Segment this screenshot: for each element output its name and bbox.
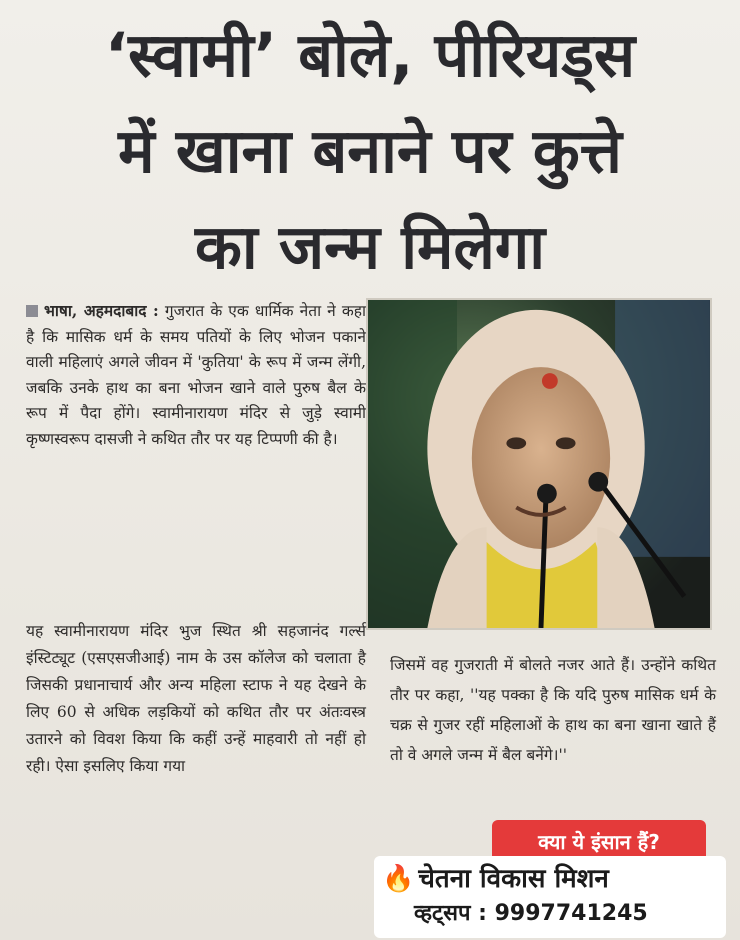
- dateline: भाषा, अहमदाबाद :: [44, 301, 159, 320]
- speaker-photo: [366, 298, 712, 630]
- mission-text: चेतना विकास मिशन: [418, 864, 609, 894]
- headline: [14, 8, 726, 296]
- article-right-column: जिसमें वह गुजराती में बोलते नजर आते हैं। उन्होंने कथित तौर पर कहा, ''यह पक्का है कि यदि पुरुष मासिक धर्म के चक्र से गुजर रहीं महिलाओं के हाथ का बना खाना खाते हैं तो वे अगले जन्म में बैल बनेंगे।'': [390, 656, 716, 764]
- article-paragraph-2: यह स्वामीनारायण मंदिर भुज स्थित श्री सहजानंद गर्ल्स इंस्टिट्यूट (एसएसजीआई) नाम के उस कॉलेज को चलाता है जिसकी प्रधानाचार्य और अन्य महिला स्टाफ ने यह देखने के लिए 60 से अधिक लड़कियों को कथित तौर पर अंतःवस्त्र उतारने को विवश किया कि कहीं उन्हें माहवारी तो नहीं हो रही। ऐसा इसलिए किया गया: [26, 622, 366, 775]
- article-intro: [26, 298, 366, 453]
- intro-text: गुजरात के एक धार्मिक नेता ने कहा है कि मासिक धर्म के समय पतियों के लिए भोजन पकाने वाली महिलाएं अगले जीवन में 'कुतिया' के रूप में जन्म लेंगी, जबकि उनके हाथ का बना भोजन खाने वाले पुरुष बैल के रूप में पैदा होंगे। स्वामीनारायण मंदिर से जुड़े स्वामी कृष्णस्वरूप दासजी ने कथित तौर पर यह टिप्पणी की है।: [26, 302, 366, 448]
- speaker-portrait-image: [368, 300, 710, 628]
- square-bullet-icon: [26, 305, 38, 317]
- question-banner: क्या ये इंसान हैं?: [492, 820, 706, 864]
- mission-contact-box: [374, 856, 726, 938]
- mission-name: [382, 862, 718, 896]
- headline-line-3: का जन्म मिलेगा: [194, 212, 546, 283]
- whatsapp-number: व्हट्सप : 9997741245: [414, 901, 648, 926]
- flame-icon: 🔥: [382, 864, 415, 894]
- headline-line-2: में खाना बनाने पर कुत्ते: [118, 116, 622, 187]
- headline-line-1: ‘स्वामी’ बोले, पीरियड्स: [104, 20, 636, 91]
